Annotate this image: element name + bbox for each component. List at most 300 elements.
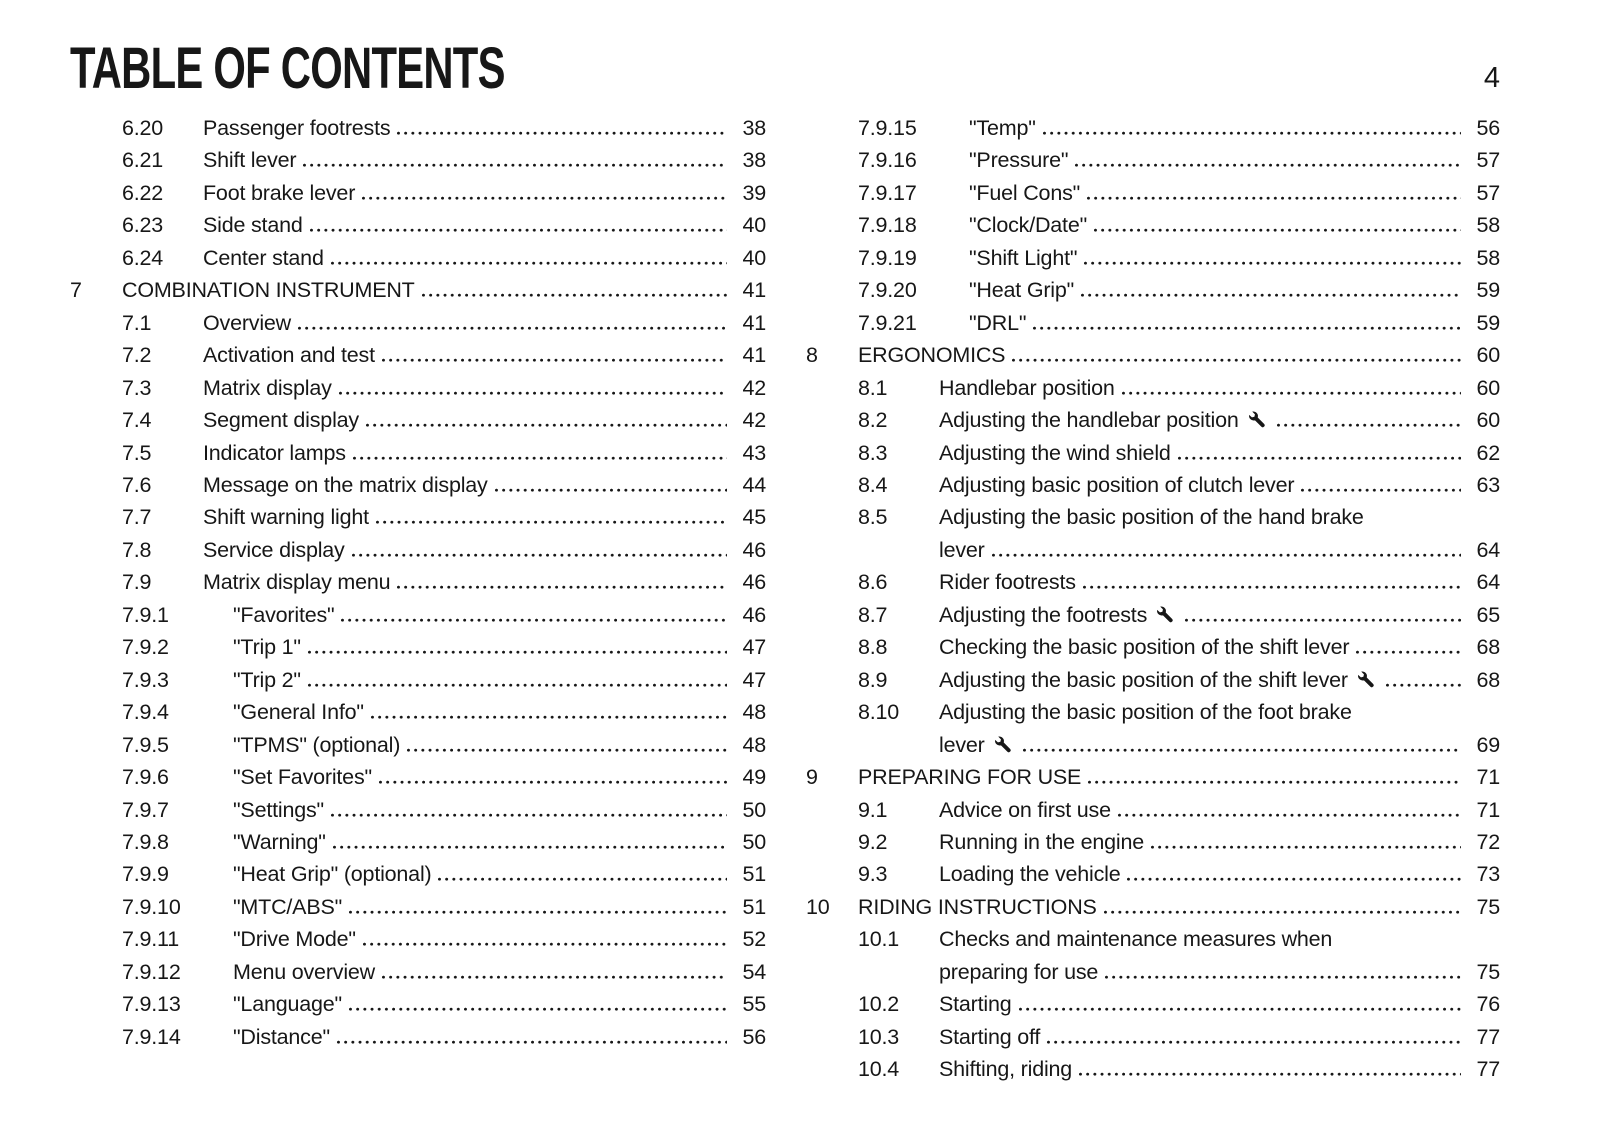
entry-page: 75: [1476, 959, 1500, 984]
entry-title-line: [939, 923, 1500, 955]
toc-entry: [70, 242, 766, 274]
entry-number: 7.8: [122, 537, 152, 562]
entry-body: [939, 566, 1500, 598]
entry-body: [969, 274, 1500, 306]
entry-leader-line: [969, 112, 1500, 144]
entry-title: Adjusting the handlebar position: [939, 408, 1239, 433]
entry-body: [233, 956, 766, 988]
entry-title-continued: lever: [939, 537, 985, 562]
entry-body: [233, 761, 766, 793]
entry-leader-line: [233, 664, 766, 696]
toc-entry: [70, 372, 766, 404]
entry-number: 8.2: [858, 408, 888, 433]
entry-number: 10.1: [858, 927, 900, 952]
entry-title: "Language": [233, 992, 342, 1017]
entry-leader-line: [939, 372, 1500, 404]
entry-leader-line: [939, 729, 1500, 761]
entry-body: [233, 664, 766, 696]
dot-leader: [1081, 292, 1461, 297]
toc-entry: [70, 988, 766, 1020]
entry-leader-line: [939, 534, 1500, 566]
entry-body: [233, 794, 766, 826]
entry-number: 9.2: [858, 829, 888, 854]
entry-page: 71: [1476, 765, 1500, 790]
dot-leader: [1104, 909, 1461, 914]
dot-leader: [376, 519, 727, 524]
entry-page: 46: [742, 570, 766, 595]
entry-number: 7.9.18: [858, 213, 917, 238]
entry-leader-line: [939, 631, 1500, 663]
entry-title: Handlebar position: [939, 375, 1115, 400]
toc-entry: [806, 501, 1500, 566]
entry-title: Center stand: [203, 245, 324, 270]
dot-leader: [438, 876, 727, 881]
toc-entry: [70, 761, 766, 793]
dot-leader: [1105, 974, 1461, 979]
entry-leader-line: [939, 664, 1500, 696]
toc-entry: [70, 891, 766, 923]
entry-title: ERGONOMICS: [858, 343, 1006, 368]
page-header: [70, 36, 1500, 104]
entry-title: Message on the matrix display: [203, 472, 488, 497]
dot-leader: [1185, 617, 1461, 622]
dot-leader: [352, 552, 727, 557]
entry-body: [233, 891, 766, 923]
entry-leader-line: [858, 339, 1500, 371]
dot-leader: [1178, 455, 1461, 460]
toc-entry: [806, 404, 1500, 436]
entry-page: 77: [1476, 1057, 1500, 1082]
entry-number: 7.9.10: [122, 894, 181, 919]
dot-leader: [495, 487, 727, 492]
entry-title: Menu overview: [233, 959, 375, 984]
entry-title: "Favorites": [233, 602, 335, 627]
wrench-icon: [993, 735, 1014, 754]
dot-leader: [1047, 1039, 1461, 1044]
entry-title: "Trip 1": [233, 635, 301, 660]
entry-page: 77: [1476, 1024, 1500, 1049]
entry-title: Activation and test: [203, 343, 375, 368]
entry-leader-line: [203, 307, 766, 339]
entry-body: [939, 501, 1500, 566]
entry-body: [969, 307, 1500, 339]
entry-body: [858, 339, 1500, 371]
entry-page: 47: [742, 667, 766, 692]
toc-entry: [806, 1053, 1500, 1085]
entry-number: 7.3: [122, 375, 152, 400]
entry-title: Foot brake lever: [203, 180, 356, 205]
entry-page: 50: [742, 797, 766, 822]
entry-body: [203, 209, 766, 241]
entry-page: 42: [742, 375, 766, 400]
entry-number: 7.9.20: [858, 278, 917, 303]
dot-leader: [349, 1006, 727, 1011]
entry-page: 39: [742, 180, 766, 205]
dot-leader: [382, 357, 727, 362]
toc-entry: [70, 112, 766, 144]
entry-number: 10.3: [858, 1024, 900, 1049]
toc-entry: [70, 794, 766, 826]
entry-leader-line: [969, 307, 1500, 339]
toc-entry: [70, 631, 766, 663]
entry-title: "Drive Mode": [233, 927, 356, 952]
entry-page: 52: [742, 927, 766, 952]
entry-page: 54: [742, 959, 766, 984]
entry-body: [969, 242, 1500, 274]
entry-number: 8.6: [858, 570, 888, 595]
entry-leader-line: [969, 209, 1500, 241]
dot-leader: [1356, 649, 1461, 654]
entry-body: [122, 274, 766, 306]
toc-entry: [70, 664, 766, 696]
entry-body: [233, 631, 766, 663]
entry-number: 9: [806, 765, 818, 790]
entry-page: 46: [742, 602, 766, 627]
toc-entry: [70, 696, 766, 728]
entry-page: 55: [742, 992, 766, 1017]
dot-leader: [1088, 779, 1461, 784]
dot-leader: [1033, 325, 1461, 330]
entry-leader-line: [969, 242, 1500, 274]
dot-leader: [331, 260, 727, 265]
entry-leader-line: [969, 144, 1500, 176]
entry-title: Running in the engine: [939, 829, 1144, 854]
entry-body: [939, 858, 1500, 890]
entry-title: Matrix display menu: [203, 570, 391, 595]
toc-column-right: [806, 112, 1500, 1086]
entry-number: 9.3: [858, 862, 888, 887]
entry-title: "TPMS" (optional): [233, 732, 401, 757]
entry-leader-line: [233, 761, 766, 793]
toc-entry: [70, 307, 766, 339]
entry-leader-line: [203, 372, 766, 404]
toc-entry: [70, 437, 766, 469]
entry-leader-line: [233, 956, 766, 988]
entry-number: 7.9.13: [122, 992, 181, 1017]
dot-leader: [1075, 162, 1461, 167]
dot-leader: [337, 1039, 727, 1044]
entry-page: 64: [1476, 537, 1500, 562]
toc-entry: [806, 209, 1500, 241]
toc-entry: [806, 242, 1500, 274]
entry-body: [203, 112, 766, 144]
toc-entry: [806, 599, 1500, 631]
entry-body: [939, 696, 1500, 761]
entry-leader-line: [939, 826, 1500, 858]
dot-leader: [331, 812, 727, 817]
toc-entry: [70, 534, 766, 566]
entry-number: 7.2: [122, 343, 152, 368]
entry-title: Side stand: [203, 213, 303, 238]
wrench-icon: [1356, 670, 1377, 689]
entry-number: 7.9.1: [122, 602, 169, 627]
entry-leader-line: [939, 599, 1500, 631]
entry-body: [203, 339, 766, 371]
dot-leader: [1043, 130, 1461, 135]
dot-leader: [1122, 390, 1461, 395]
entry-number: 7.9.21: [858, 310, 917, 335]
entry-body: [939, 988, 1500, 1020]
entry-body: [233, 729, 766, 761]
entry-number: 7.9.9: [122, 862, 169, 887]
entry-page: 45: [742, 505, 766, 530]
entry-page: 72: [1476, 829, 1500, 854]
dot-leader: [1127, 876, 1461, 881]
entry-body: [203, 501, 766, 533]
entry-number: 8.8: [858, 635, 888, 660]
entry-number: 8.5: [858, 505, 888, 530]
dot-leader: [1083, 584, 1461, 589]
entry-body: [203, 307, 766, 339]
entry-number: 10.4: [858, 1057, 900, 1082]
toc-entry: [70, 177, 766, 209]
toc-entry: [70, 469, 766, 501]
wrench-icon: [1155, 605, 1176, 624]
entry-title: "Settings": [233, 797, 324, 822]
entry-leader-line: [203, 404, 766, 436]
dot-leader: [422, 292, 727, 297]
entry-leader-line: [939, 1053, 1500, 1085]
entry-leader-line: [203, 339, 766, 371]
dot-leader: [362, 195, 727, 200]
entry-page: 40: [742, 213, 766, 238]
toc-entry: [70, 566, 766, 598]
entry-leader-line: [939, 988, 1500, 1020]
dot-leader: [1094, 227, 1461, 232]
dot-leader: [1084, 260, 1461, 265]
entry-leader-line: [203, 566, 766, 598]
entry-body: [203, 534, 766, 566]
dot-leader: [1301, 487, 1461, 492]
toc-entry: [806, 372, 1500, 404]
entry-body: [203, 404, 766, 436]
entry-body: [233, 826, 766, 858]
dot-leader: [397, 584, 727, 589]
dot-leader: [1012, 357, 1461, 362]
toc-entry: [70, 404, 766, 436]
entry-title-line: [939, 501, 1500, 533]
entry-leader-line: [858, 891, 1500, 923]
entry-number: 7.9: [122, 570, 152, 595]
entry-leader-line: [233, 794, 766, 826]
entry-number: 7.9.12: [122, 959, 181, 984]
dot-leader: [992, 552, 1461, 557]
entry-page: 63: [1476, 472, 1500, 497]
entry-page: 38: [742, 148, 766, 173]
entry-page: 62: [1476, 440, 1500, 465]
toc-entry: [70, 1021, 766, 1053]
toc-entry: [806, 307, 1500, 339]
toc-entry: [806, 112, 1500, 144]
entry-number: 7.1: [122, 310, 152, 335]
toc-entry: [806, 274, 1500, 306]
entry-number: 7.9.11: [122, 927, 179, 952]
entry-page: 40: [742, 245, 766, 270]
entry-title: "Fuel Cons": [969, 180, 1081, 205]
entry-body: [203, 566, 766, 598]
entry-page: 49: [742, 765, 766, 790]
entry-number: 7.4: [122, 408, 152, 433]
entry-number: 7.7: [122, 505, 152, 530]
entry-leader-line: [233, 923, 766, 955]
entry-body: [969, 177, 1500, 209]
entry-page: 41: [742, 278, 766, 303]
entry-title: Advice on first use: [939, 797, 1111, 822]
dot-leader: [363, 941, 727, 946]
toc-entry: [806, 696, 1500, 761]
entry-number: 7.9.5: [122, 732, 169, 757]
entry-leader-line: [203, 209, 766, 241]
entry-body: [858, 891, 1500, 923]
entry-body: [939, 826, 1500, 858]
entry-body: [203, 242, 766, 274]
entry-page: 51: [742, 862, 766, 887]
entry-title: Adjusting basic position of clutch lever: [939, 472, 1295, 497]
entry-number: 7: [70, 278, 82, 303]
entry-page: 75: [1476, 894, 1500, 919]
entry-leader-line: [233, 631, 766, 663]
entry-number: 6.21: [122, 148, 164, 173]
entry-page: 57: [1476, 180, 1500, 205]
entry-leader-line: [233, 826, 766, 858]
entry-title: PREPARING FOR USE: [858, 765, 1082, 790]
entry-leader-line: [969, 274, 1500, 306]
entry-leader-line: [122, 274, 766, 306]
entry-page: 41: [742, 343, 766, 368]
entry-page: 43: [742, 440, 766, 465]
entry-number: 8.1: [858, 375, 888, 400]
entry-page: 56: [1476, 116, 1500, 140]
entry-page: 69: [1476, 732, 1500, 757]
toc-entry: [806, 794, 1500, 826]
toc-entry: [70, 826, 766, 858]
entry-title: Adjusting the wind shield: [939, 440, 1171, 465]
entry-title-line: [939, 696, 1500, 728]
wrench-icon: [1247, 410, 1268, 429]
dot-leader: [379, 779, 727, 784]
entry-leader-line: [233, 891, 766, 923]
entry-number: 10: [806, 894, 830, 919]
entry-title: "MTC/ABS": [233, 894, 343, 919]
entry-title: Passenger footrests: [203, 116, 391, 140]
entry-title: "Heat Grip": [969, 278, 1075, 303]
dot-leader: [407, 747, 727, 752]
dot-leader: [308, 649, 727, 654]
toc-entry: [806, 664, 1500, 696]
entry-body: [939, 404, 1500, 436]
entry-body: [233, 599, 766, 631]
toc-entry: [806, 1021, 1500, 1053]
entry-title: Indicator lamps: [203, 440, 346, 465]
entry-leader-line: [233, 599, 766, 631]
entry-number: 7.9.2: [122, 635, 169, 660]
entry-title: Segment display: [203, 408, 359, 433]
entry-page: 68: [1476, 667, 1500, 692]
entry-page: 41: [742, 310, 766, 335]
entry-number: 10.2: [858, 992, 900, 1017]
entry-page: 56: [742, 1024, 766, 1049]
entry-page: 58: [1476, 245, 1500, 270]
entry-leader-line: [858, 761, 1500, 793]
entry-body: [203, 437, 766, 469]
entry-page: 38: [742, 116, 766, 140]
toc-entry: [70, 501, 766, 533]
dot-leader: [310, 227, 727, 232]
entry-body: [969, 209, 1500, 241]
entry-title: "Trip 2": [233, 667, 301, 692]
toc-entry: [806, 891, 1500, 923]
entry-title: "Shift Light": [969, 245, 1078, 270]
toc-entry: [70, 956, 766, 988]
entry-number: 6.24: [122, 245, 164, 270]
dot-leader: [353, 455, 727, 460]
entry-body: [203, 372, 766, 404]
entry-title: "Warning": [233, 829, 326, 854]
dot-leader: [1151, 844, 1461, 849]
toc-entry: [806, 923, 1500, 988]
entry-number: 8.4: [858, 472, 888, 497]
entry-number: 9.1: [858, 797, 888, 822]
entry-body: [939, 1021, 1500, 1053]
entry-body: [939, 469, 1500, 501]
entry-title: Overview: [203, 310, 292, 335]
entry-page: 59: [1476, 278, 1500, 303]
entry-leader-line: [203, 437, 766, 469]
entry-body: [233, 1021, 766, 1053]
entry-number: 6.23: [122, 213, 164, 238]
entry-number: 7.9.8: [122, 829, 169, 854]
entry-leader-line: [203, 144, 766, 176]
entry-page: 59: [1476, 310, 1500, 335]
dot-leader: [1386, 682, 1461, 687]
entry-body: [939, 599, 1500, 631]
entry-title: Shifting, riding: [939, 1057, 1073, 1082]
entry-leader-line: [233, 1021, 766, 1053]
entry-body: [203, 177, 766, 209]
entry-title: RIDING INSTRUCTIONS: [858, 894, 1097, 919]
entry-body: [233, 923, 766, 955]
entry-number: 6.20: [122, 116, 164, 140]
entry-page: 46: [742, 537, 766, 562]
toc-entry: [70, 729, 766, 761]
entry-body: [939, 794, 1500, 826]
entry-title: "DRL": [969, 310, 1027, 335]
dot-leader: [1079, 1071, 1461, 1076]
entry-leader-line: [203, 534, 766, 566]
toc-entry: [70, 209, 766, 241]
entry-page: 48: [742, 732, 766, 757]
entry-number: 7.9.6: [122, 765, 169, 790]
entry-number: 7.6: [122, 472, 152, 497]
entry-number: 7.9.4: [122, 700, 169, 725]
dot-leader: [371, 714, 727, 719]
entry-body: [939, 372, 1500, 404]
entry-body: [233, 988, 766, 1020]
entry-leader-line: [233, 696, 766, 728]
entry-page: 44: [742, 472, 766, 497]
entry-leader-line: [939, 404, 1500, 436]
entry-page: 73: [1476, 862, 1500, 887]
entry-title: Shift warning light: [203, 505, 369, 530]
dot-leader: [303, 162, 727, 167]
entry-number: 8.7: [858, 602, 888, 627]
entry-title-continued: preparing for use: [939, 959, 1099, 984]
entry-title: "General Info": [233, 700, 364, 725]
entry-number: 8.3: [858, 440, 888, 465]
entry-title: Shift lever: [203, 148, 297, 173]
dot-leader: [366, 422, 727, 427]
entry-body: [939, 631, 1500, 663]
